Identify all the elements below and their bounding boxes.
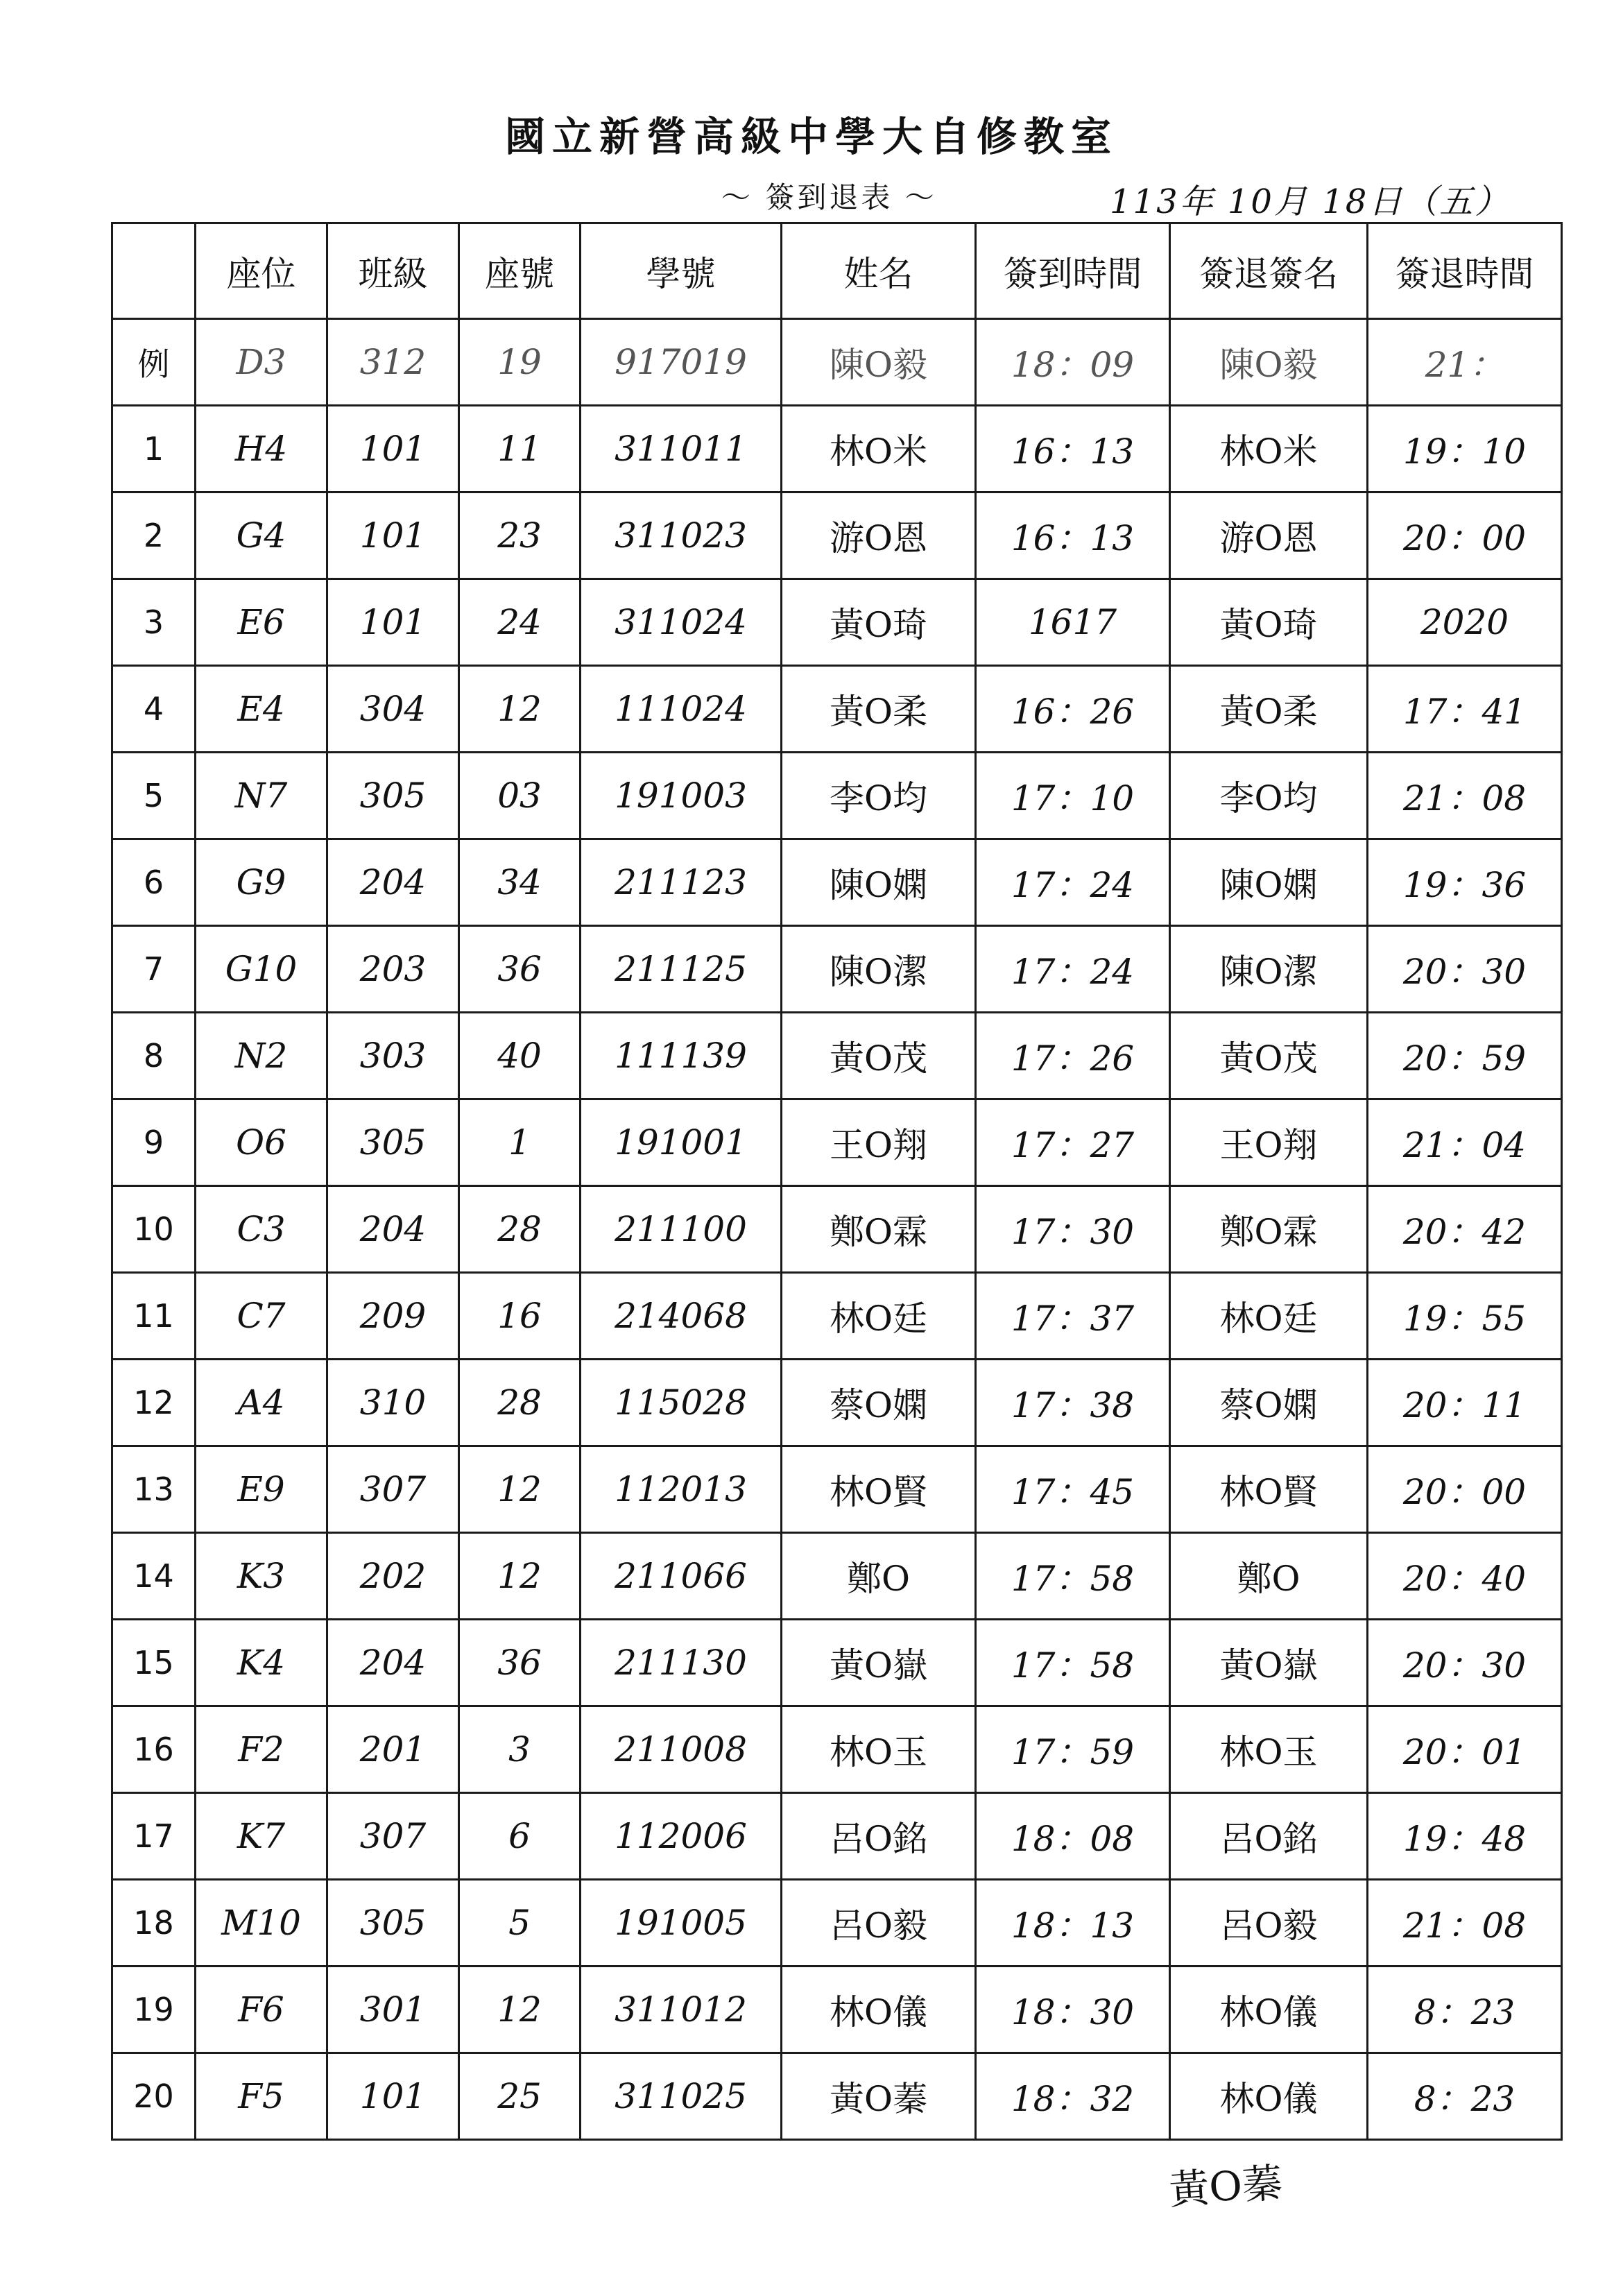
cell-student-id: 112013 [581, 1446, 782, 1533]
cell-class: 307 [327, 1446, 459, 1533]
cell-sign-in-time: 16：26 [976, 666, 1170, 753]
cell-name: 王O翔 [782, 1099, 976, 1186]
cell-seat-number: 25 [459, 2053, 581, 2140]
row-index: 13 [112, 1446, 196, 1533]
table-row [112, 1533, 1562, 1620]
cell-sign-out-time: 20：11 [1368, 1360, 1562, 1446]
cell-sign-out-time: 21：08 [1368, 753, 1562, 839]
cell-sign-out-signature: 林O廷 [1170, 1273, 1368, 1360]
cell-name: 黃O蓁 [782, 2053, 976, 2140]
table-row [112, 406, 1562, 492]
cell-name: 林O儀 [782, 1967, 976, 2053]
cell-sign-in-time: 16：13 [976, 406, 1170, 492]
row-index: 10 [112, 1186, 196, 1273]
cell-sign-out-time: 21：04 [1368, 1099, 1562, 1186]
cell-sign-out-signature: 鄭O霖 [1170, 1186, 1368, 1273]
header-sign-out-time: 簽退時間 [1368, 223, 1562, 319]
cell-sign-out-signature: 游O恩 [1170, 492, 1368, 579]
cell-student-id: 211125 [581, 926, 782, 1013]
table-row [112, 2053, 1562, 2140]
header-student-id: 學號 [581, 223, 782, 319]
table-row [112, 926, 1562, 1013]
header-class: 班級 [327, 223, 459, 319]
cell-seat-number: 11 [459, 406, 581, 492]
cell-seat: K4 [196, 1620, 327, 1706]
cell-student-id: 211066 [581, 1533, 782, 1620]
table-row [112, 1186, 1562, 1273]
cell-student-id: 311025 [581, 2053, 782, 2140]
row-index: 3 [112, 579, 196, 666]
cell-seat-number: 6 [459, 1793, 581, 1880]
row-index: 1 [112, 406, 196, 492]
table-row [112, 1620, 1562, 1706]
table-row [112, 666, 1562, 753]
header-sign-out-signature: 簽退簽名 [1170, 223, 1368, 319]
cell-class: 204 [327, 1186, 459, 1273]
cell-sign-out-signature: 李O均 [1170, 753, 1368, 839]
cell-class: 305 [327, 753, 459, 839]
cell-seat-number: 12 [459, 1533, 581, 1620]
cell-seat: N2 [196, 1013, 327, 1099]
cell-seat-number: 03 [459, 753, 581, 839]
table-row [112, 1793, 1562, 1880]
cell-sign-in-time: 17：45 [976, 1446, 1170, 1533]
cell-sign-in-time: 18：09 [976, 319, 1170, 406]
cell-class: 203 [327, 926, 459, 1013]
cell-name: 林O廷 [782, 1273, 976, 1360]
table-row [112, 492, 1562, 579]
cell-sign-out-time: 19：36 [1368, 839, 1562, 926]
cell-sign-out-signature: 蔡O嫻 [1170, 1360, 1368, 1446]
cell-sign-out-time: 20：30 [1368, 1620, 1562, 1706]
example-row [112, 319, 1562, 406]
cell-seat: M10 [196, 1880, 327, 1967]
cell-sign-out-signature: 鄭O [1170, 1533, 1368, 1620]
cell-sign-out-signature: 陳O嫻 [1170, 839, 1368, 926]
cell-sign-in-time: 16：13 [976, 492, 1170, 579]
cell-sign-out-time: 2020 [1368, 579, 1562, 666]
cell-student-id: 115028 [581, 1360, 782, 1446]
cell-name: 蔡O嫻 [782, 1360, 976, 1446]
cell-seat: G10 [196, 926, 327, 1013]
cell-name: 黃O琦 [782, 579, 976, 666]
cell-name: 陳O毅 [782, 319, 976, 406]
cell-sign-in-time: 17：27 [976, 1099, 1170, 1186]
cell-seat: A4 [196, 1360, 327, 1446]
row-index: 6 [112, 839, 196, 926]
cell-seat-number: 1 [459, 1099, 581, 1186]
cell-sign-out-signature: 陳O毅 [1170, 319, 1368, 406]
cell-class: 101 [327, 406, 459, 492]
row-index: 18 [112, 1880, 196, 1967]
cell-seat-number: 28 [459, 1360, 581, 1446]
cell-class: 304 [327, 666, 459, 753]
cell-sign-in-time: 17：26 [976, 1013, 1170, 1099]
cell-sign-out-signature: 黃O琦 [1170, 579, 1368, 666]
cell-seat: K7 [196, 1793, 327, 1880]
row-index: 7 [112, 926, 196, 1013]
cell-seat-number: 28 [459, 1186, 581, 1273]
table-row [112, 1273, 1562, 1360]
cell-sign-out-time: 20：59 [1368, 1013, 1562, 1099]
cell-sign-out-time: 21： [1368, 319, 1562, 406]
cell-class: 312 [327, 319, 459, 406]
cell-sign-out-signature: 林O玉 [1170, 1706, 1368, 1793]
cell-seat: D3 [196, 319, 327, 406]
cell-seat: E4 [196, 666, 327, 753]
page-title: 國立新營高級中學大自修教室 [504, 113, 1118, 160]
cell-sign-out-signature: 黃O柔 [1170, 666, 1368, 753]
table-row [112, 1013, 1562, 1099]
cell-student-id: 211130 [581, 1620, 782, 1706]
row-index: 例 [112, 319, 196, 406]
cell-seat-number: 3 [459, 1706, 581, 1793]
cell-sign-out-time: 20：40 [1368, 1533, 1562, 1620]
cell-name: 黃O柔 [782, 666, 976, 753]
cell-sign-in-time: 18：08 [976, 1793, 1170, 1880]
row-index: 8 [112, 1013, 196, 1099]
cell-sign-out-signature: 林O賢 [1170, 1446, 1368, 1533]
row-index: 4 [112, 666, 196, 753]
cell-seat: E9 [196, 1446, 327, 1533]
cell-sign-out-signature: 陳O潔 [1170, 926, 1368, 1013]
cell-seat: G9 [196, 839, 327, 926]
cell-seat-number: 24 [459, 579, 581, 666]
cell-class: 101 [327, 2053, 459, 2140]
sign-in-table [111, 222, 1563, 2141]
cell-student-id: 112006 [581, 1793, 782, 1880]
cell-student-id: 211123 [581, 839, 782, 926]
cell-student-id: 311023 [581, 492, 782, 579]
cell-sign-in-time: 17：37 [976, 1273, 1170, 1360]
cell-sign-out-time: 8：23 [1368, 2053, 1562, 2140]
row-index: 14 [112, 1533, 196, 1620]
cell-sign-out-signature: 林O米 [1170, 406, 1368, 492]
cell-name: 陳O潔 [782, 926, 976, 1013]
cell-class: 101 [327, 579, 459, 666]
form-date: 113年 10月 18日（五） [1110, 182, 1511, 221]
cell-sign-out-time: 17：41 [1368, 666, 1562, 753]
cell-student-id: 917019 [581, 319, 782, 406]
cell-seat: K3 [196, 1533, 327, 1620]
cell-seat: C3 [196, 1186, 327, 1273]
table-row [112, 839, 1562, 926]
cell-name: 游O恩 [782, 492, 976, 579]
cell-class: 310 [327, 1360, 459, 1446]
footer-signature: 黃O蓁 [1167, 2159, 1285, 2214]
cell-class: 201 [327, 1706, 459, 1793]
cell-class: 305 [327, 1099, 459, 1186]
row-index: 20 [112, 2053, 196, 2140]
cell-name: 黃O嶽 [782, 1620, 976, 1706]
cell-seat-number: 16 [459, 1273, 581, 1360]
cell-seat-number: 12 [459, 1446, 581, 1533]
cell-class: 303 [327, 1013, 459, 1099]
cell-student-id: 211008 [581, 1706, 782, 1793]
cell-sign-in-time: 17：38 [976, 1360, 1170, 1446]
cell-seat-number: 5 [459, 1880, 581, 1967]
cell-seat: O6 [196, 1099, 327, 1186]
cell-sign-in-time: 18：32 [976, 2053, 1170, 2140]
cell-student-id: 311011 [581, 406, 782, 492]
cell-student-id: 311012 [581, 1967, 782, 2053]
cell-sign-out-signature: 林O儀 [1170, 2053, 1368, 2140]
cell-sign-out-signature: 林O儀 [1170, 1967, 1368, 2053]
cell-sign-out-signature: 黃O嶽 [1170, 1620, 1368, 1706]
cell-sign-out-signature: 呂O毅 [1170, 1880, 1368, 1967]
cell-name: 林O賢 [782, 1446, 976, 1533]
header-seat: 座位 [196, 223, 327, 319]
cell-name: 黃O茂 [782, 1013, 976, 1099]
table-row [112, 1967, 1562, 2053]
cell-sign-in-time: 17：59 [976, 1706, 1170, 1793]
table-row [112, 1706, 1562, 1793]
cell-sign-in-time: 17：58 [976, 1620, 1170, 1706]
cell-name: 陳O嫻 [782, 839, 976, 926]
cell-student-id: 191003 [581, 753, 782, 839]
cell-seat-number: 19 [459, 319, 581, 406]
cell-sign-out-time: 19：10 [1368, 406, 1562, 492]
cell-class: 204 [327, 1620, 459, 1706]
cell-sign-in-time: 17：10 [976, 753, 1170, 839]
cell-name: 林O米 [782, 406, 976, 492]
cell-seat: G4 [196, 492, 327, 579]
cell-seat: H4 [196, 406, 327, 492]
cell-seat-number: 23 [459, 492, 581, 579]
cell-seat: E6 [196, 579, 327, 666]
cell-sign-out-signature: 王O翔 [1170, 1099, 1368, 1186]
cell-class: 209 [327, 1273, 459, 1360]
cell-name: 呂O毅 [782, 1880, 976, 1967]
row-index: 12 [112, 1360, 196, 1446]
cell-sign-out-time: 20：01 [1368, 1706, 1562, 1793]
cell-student-id: 111139 [581, 1013, 782, 1099]
cell-student-id: 211100 [581, 1186, 782, 1273]
header-index [112, 223, 196, 319]
cell-seat: F2 [196, 1706, 327, 1793]
cell-student-id: 111024 [581, 666, 782, 753]
cell-sign-in-time: 17：24 [976, 926, 1170, 1013]
cell-name: 鄭O [782, 1533, 976, 1620]
cell-student-id: 191001 [581, 1099, 782, 1186]
row-index: 9 [112, 1099, 196, 1186]
cell-sign-out-time: 19：48 [1368, 1793, 1562, 1880]
table-row [112, 753, 1562, 839]
cell-sign-out-signature: 呂O銘 [1170, 1793, 1368, 1880]
row-index: 17 [112, 1793, 196, 1880]
row-index: 15 [112, 1620, 196, 1706]
cell-class: 307 [327, 1793, 459, 1880]
cell-sign-in-time: 18：30 [976, 1967, 1170, 2053]
table-row [112, 579, 1562, 666]
row-index: 19 [112, 1967, 196, 2053]
cell-name: 林O玉 [782, 1706, 976, 1793]
cell-seat: F6 [196, 1967, 327, 2053]
cell-seat: C7 [196, 1273, 327, 1360]
cell-name: 呂O銘 [782, 1793, 976, 1880]
cell-sign-in-time: 1617 [976, 579, 1170, 666]
cell-class: 204 [327, 839, 459, 926]
cell-sign-out-time: 21：08 [1368, 1880, 1562, 1967]
table-row [112, 1099, 1562, 1186]
header-sign-in-time: 簽到時間 [976, 223, 1170, 319]
table-row [112, 1360, 1562, 1446]
cell-sign-out-time: 19：55 [1368, 1273, 1562, 1360]
cell-name: 李O均 [782, 753, 976, 839]
row-index: 11 [112, 1273, 196, 1360]
cell-sign-out-signature: 黃O茂 [1170, 1013, 1368, 1099]
row-index: 5 [112, 753, 196, 839]
cell-class: 202 [327, 1533, 459, 1620]
cell-student-id: 311024 [581, 579, 782, 666]
cell-seat-number: 12 [459, 666, 581, 753]
table-header-row [112, 223, 1562, 319]
table-row [112, 1446, 1562, 1533]
cell-class: 101 [327, 492, 459, 579]
header-name: 姓名 [782, 223, 976, 319]
cell-seat-number: 40 [459, 1013, 581, 1099]
cell-seat: F5 [196, 2053, 327, 2140]
cell-sign-in-time: 17：58 [976, 1533, 1170, 1620]
cell-student-id: 191005 [581, 1880, 782, 1967]
header-seat-number: 座號 [459, 223, 581, 319]
cell-seat-number: 34 [459, 839, 581, 926]
cell-sign-out-time: 8：23 [1368, 1967, 1562, 2053]
cell-sign-in-time: 18：13 [976, 1880, 1170, 1967]
cell-seat-number: 36 [459, 1620, 581, 1706]
cell-class: 305 [327, 1880, 459, 1967]
table-row [112, 1880, 1562, 1967]
cell-seat: N7 [196, 753, 327, 839]
form-subtitle: ～ 簽到退表 ～ [721, 180, 937, 214]
cell-name: 鄭O霖 [782, 1186, 976, 1273]
cell-sign-out-time: 20：30 [1368, 926, 1562, 1013]
cell-sign-in-time: 17：24 [976, 839, 1170, 926]
cell-student-id: 214068 [581, 1273, 782, 1360]
cell-sign-out-time: 20：00 [1368, 492, 1562, 579]
row-index: 16 [112, 1706, 196, 1793]
cell-class: 301 [327, 1967, 459, 2053]
cell-sign-out-time: 20：42 [1368, 1186, 1562, 1273]
cell-sign-in-time: 17：30 [976, 1186, 1170, 1273]
cell-sign-out-time: 20：00 [1368, 1446, 1562, 1533]
cell-seat-number: 12 [459, 1967, 581, 2053]
row-index: 2 [112, 492, 196, 579]
cell-seat-number: 36 [459, 926, 581, 1013]
